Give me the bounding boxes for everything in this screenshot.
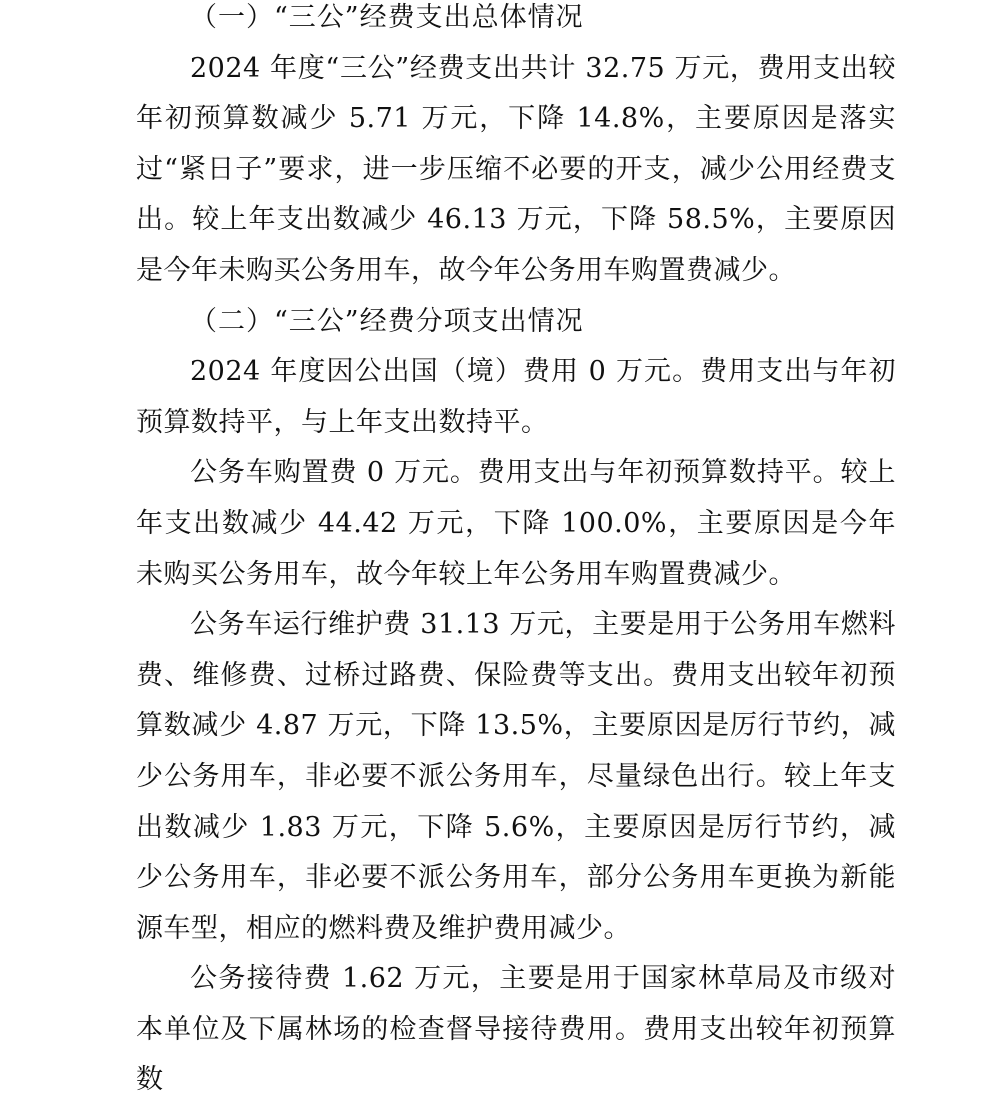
paragraph: 2024 年度因公出国（境）费用 0 万元。费用支出与年初预算数持平，与上年支出数持平。 (136, 356, 896, 438)
section-overall (136, 0, 896, 297)
section-itemized (136, 297, 896, 1106)
section-heading: （一）“三公”经费支出总体情况 (190, 2, 584, 33)
paragraph: 公务车购置费 0 万元。费用支出与年初预算数持平。较上年支出数减少 44.42 万元，下降 100.0%，主要原因是今年未购买公务用车，故今年较上年公务用车购置费减少。 (136, 457, 896, 590)
paragraph: 2024 年度“三公”经费支出共计 32.75 万元，费用支出较年初预算数减少 5.71 万元，下降 14.8%，主要原因是落实过“紧日子”要求，进一步压缩不必要的开支，减少公用经费支出。较上年支出数减少 46.13 万元，下降 58.5%，主要原因是今年未购买公务用车，故今年公务用车购置费减少。 (136, 52, 896, 286)
document-page (136, 0, 896, 1106)
paragraph: 公务车运行维护费 31.13 万元，主要是用于公务用车燃料费、维修费、过桥过路费、保险费等支出。费用支出较年初预算数减少 4.87 万元，下降 13.5%，主要原因是厉行节约，减少公务用车，非必要不派公务用车，尽量绿色出行。较上年支出数减少 1.83 万元，下降 5.6%，主要原因是厉行节约，减少公务用车，非必要不派公务用车，部分公务用车更换为新能源车型，相应的燃料费及维护费用减少。 (136, 609, 896, 944)
section-heading: （二）“三公”经费分项支出情况 (190, 305, 584, 337)
paragraph: 公务接待费 1.62 万元，主要是用于国家林草局及市级对本单位及下属林场的检查督导接待费用。费用支出较年初预算数 (136, 963, 896, 1096)
